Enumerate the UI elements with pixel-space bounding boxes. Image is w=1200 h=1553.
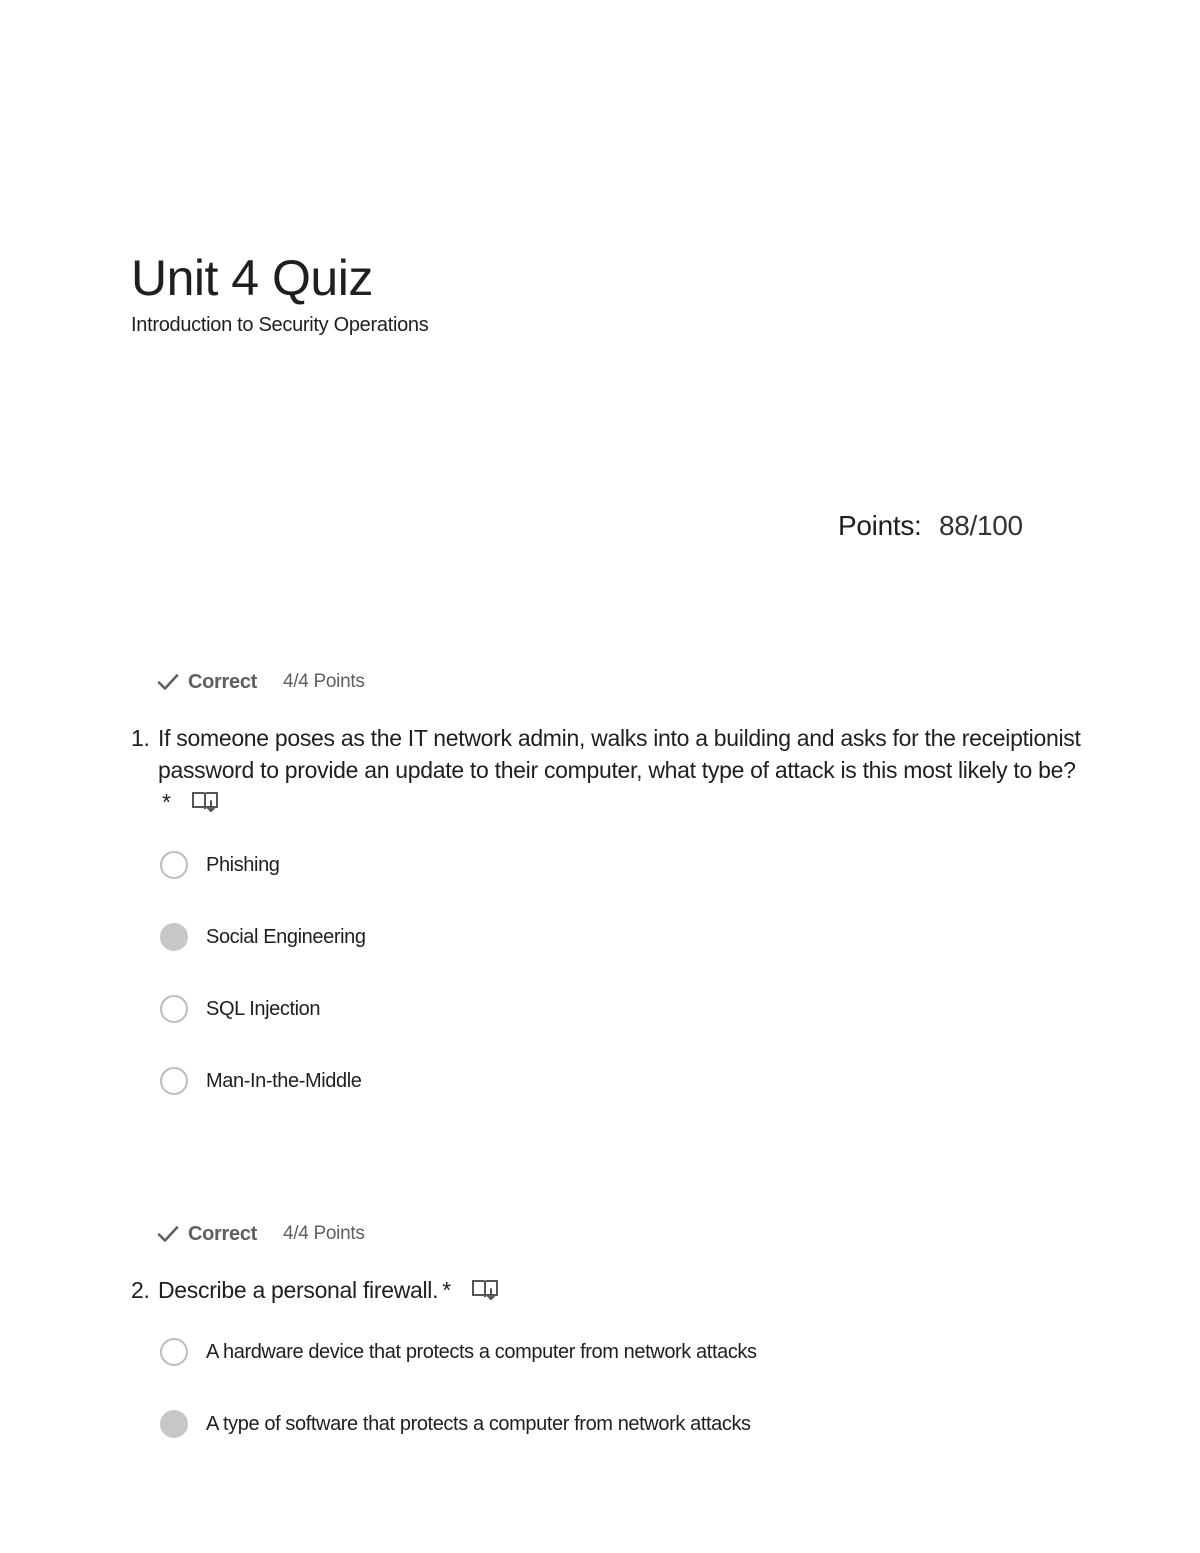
points-label: Points: (838, 510, 922, 541)
question-1-option-2[interactable] (160, 919, 366, 955)
question-number: 2. (131, 1277, 150, 1303)
required-marker: * (162, 789, 171, 815)
radio-button-selected[interactable] (160, 923, 188, 951)
check-icon (156, 1222, 180, 1246)
question-score: 4/4 Points (283, 1223, 365, 1244)
question-1-option-3[interactable] (160, 991, 320, 1027)
status-label: Correct (188, 1222, 258, 1245)
radio-button-selected[interactable] (160, 1410, 188, 1438)
question-2 (131, 1274, 1081, 1306)
radio-button[interactable] (160, 1067, 188, 1095)
quiz-subtitle: Introduction to Security Operations (131, 314, 429, 336)
radio-button[interactable] (160, 851, 188, 879)
question-2-option-2[interactable] (160, 1406, 751, 1442)
question-1-option-4[interactable] (160, 1063, 362, 1099)
question-2-option-1[interactable] (160, 1334, 757, 1370)
option-label: Social Engineering (206, 925, 366, 948)
question-text: If someone poses as the IT network admin, walks into a building and asks for the receiptionist password to provide an update to their computer, what type of attack is this most likely to be? (158, 725, 1081, 783)
option-label: SQL Injection (206, 997, 321, 1020)
quiz-title: Unit 4 Quiz (131, 249, 373, 306)
question-1-option-1[interactable] (160, 847, 280, 883)
question-number: 1. (131, 725, 150, 751)
radio-button[interactable] (160, 995, 188, 1023)
check-icon (156, 670, 180, 694)
required-marker: * (442, 1277, 451, 1303)
question-score: 4/4 Points (283, 671, 365, 692)
points-value: 88/100 (938, 510, 1023, 541)
question-1 (131, 722, 1081, 818)
option-label: A type of software that protects a computer from network attacks (206, 1412, 751, 1435)
immersive-reader-icon[interactable] (471, 1277, 499, 1301)
option-label: A hardware device that protects a computer from network attacks (206, 1340, 757, 1363)
points-summary (838, 508, 1023, 544)
radio-button[interactable] (160, 1338, 188, 1366)
option-label: Man-In-the-Middle (206, 1069, 362, 1092)
status-label: Correct (188, 670, 258, 693)
question-text: Describe a personal firewall. (158, 1277, 439, 1303)
question-1-status (156, 667, 365, 697)
option-label: Phishing (206, 853, 280, 876)
question-2-status (156, 1219, 365, 1249)
immersive-reader-icon[interactable] (191, 789, 219, 813)
